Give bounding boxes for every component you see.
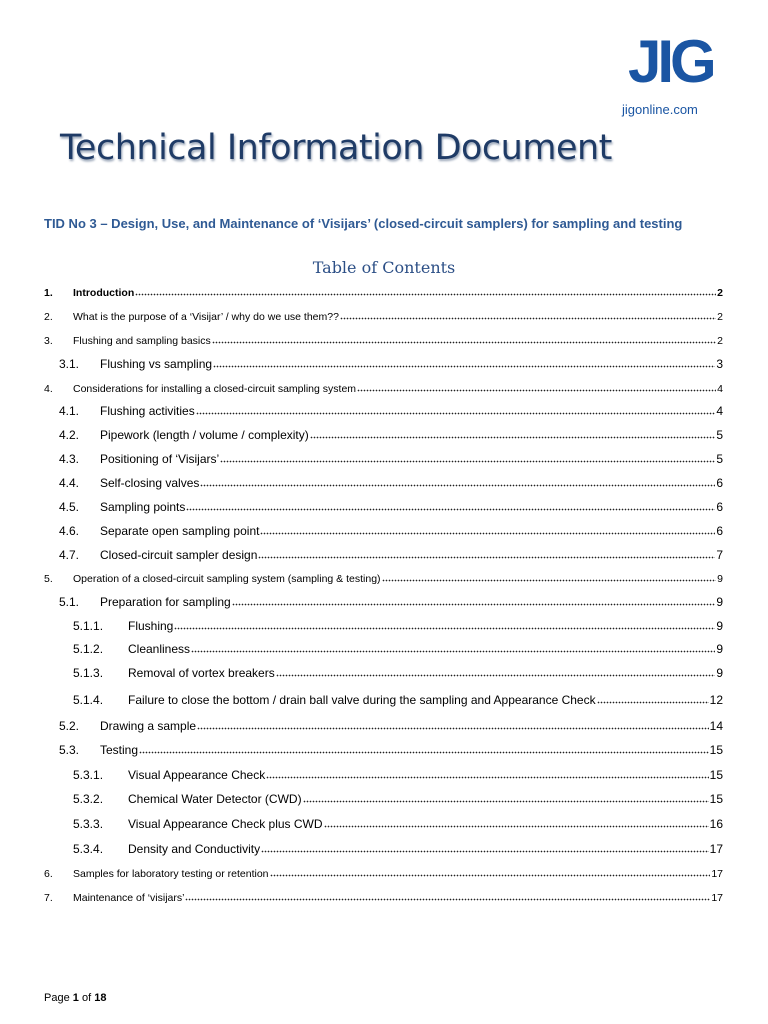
toc-entry-number: 5.1.3. [73,666,104,680]
footer-page-number: 1 [72,992,79,1004]
toc-leader-dots [232,594,716,606]
toc-leader-dots [196,403,716,415]
toc-entry[interactable] [44,665,723,680]
toc-leader-dots [310,427,716,439]
toc-entry-number: 2. [44,311,53,323]
toc-heading: Table of Contents [312,258,456,277]
toc-entry-page: 17 [711,868,723,880]
toc-entry-title: Density and Conductivity [128,842,261,856]
toc-leader-dots [174,618,715,630]
toc-entry[interactable] [44,308,723,323]
toc-entry-page: 6 [716,476,723,490]
toc-entry-number: 6. [44,868,53,880]
toc-entry-number: 4.7. [59,548,80,562]
toc-leader-dots [185,889,710,901]
toc-leader-dots [260,523,715,535]
toc-entry[interactable] [44,742,723,757]
toc-entry-number: 5.2. [59,719,80,733]
toc-leader-dots [357,380,716,392]
toc-entry-title: Failure to close the bottom / drain ball valve during the sampling and Appearance Check [128,693,596,707]
toc-entry-page: 17 [711,892,723,904]
toc-entry-title: Cleanliness [128,642,191,656]
toc-entry-page: 4 [717,383,723,395]
toc-entry-title: Visual Appearance Check plus CWD [128,817,323,831]
toc-entry-page: 2 [717,335,723,347]
toc-leader-dots [382,570,717,582]
toc-entry-number: 4.1. [59,404,80,418]
toc-leader-dots [258,547,715,559]
jig-logo-url: jigonline.com [622,102,698,117]
toc-entry-title: Maintenance of ‘visijars’ [73,892,185,904]
toc-entry-title: Flushing [128,619,174,633]
toc-entry[interactable] [44,594,723,609]
toc-leader-dots [197,718,709,730]
toc-entry[interactable] [44,547,723,562]
toc-entry-title: Drawing a sample [100,719,197,733]
toc-entry-page: 5 [716,452,723,466]
toc-leader-dots [597,692,709,704]
toc-entry-page: 16 [709,817,723,831]
toc-entry-page: 9 [716,642,723,656]
toc-entry[interactable] [44,865,723,880]
page-footer [44,992,106,1004]
toc-entry-title: Sampling points [100,500,186,514]
toc-leader-dots [303,791,709,803]
toc-entry-number: 5.3.1. [73,768,104,782]
toc-entry[interactable] [44,692,723,707]
toc-leader-dots [340,308,716,320]
toc-entry-page: 12 [709,693,723,707]
toc-entry[interactable] [44,380,723,395]
toc-entry-number: 4. [44,383,53,395]
toc-entry-number: 7. [44,892,53,904]
toc-entry-title: Samples for laboratory testing or retention [73,868,269,880]
toc-entry-page: 2 [717,311,723,323]
toc-entry-number: 5.3. [59,743,80,757]
toc-entry[interactable] [44,284,723,299]
toc-entry-title: Chemical Water Detector (CWD) [128,792,302,806]
toc-entry-title: Closed-circuit sampler design [100,548,258,562]
toc-entry-page: 9 [716,666,723,680]
toc-entry[interactable] [44,475,723,490]
toc-entry-page: 9 [716,595,723,609]
toc-entry-page: 15 [709,743,723,757]
toc-leader-dots [213,356,715,368]
toc-entry-number: 1. [44,287,53,299]
toc-entry-page: 14 [709,719,723,733]
toc-entry-page: 6 [716,500,723,514]
toc-entry-number: 5.1. [59,595,80,609]
toc-entry-title: Testing [100,743,139,757]
toc-entry-number: 4.6. [59,524,80,538]
toc-entry-title: Considerations for installing a closed-circuit sampling system [73,383,357,395]
toc-leader-dots [139,742,709,754]
toc-entry[interactable] [44,499,723,514]
toc-entry-title: Introduction [73,287,135,299]
toc-entry-number: 3. [44,335,53,347]
toc-entry[interactable] [44,618,723,633]
toc-entry-title: Separate open sampling point [100,524,260,538]
toc-leader-dots [200,475,715,487]
toc-entry-page: 2 [717,287,723,299]
toc-entry-title: Self-closing valves [100,476,200,490]
toc-entry-title: Positioning of ‘Visijars’ [100,452,220,466]
toc-entry-title: Preparation for sampling [100,595,231,609]
toc-entry[interactable] [44,523,723,538]
toc-entry[interactable] [44,816,723,831]
toc-entry-title: Pipework (length / volume / complexity) [100,428,309,442]
toc-entry[interactable] [44,427,723,442]
toc-entry-title: What is the purpose of a ‘Visijar’ / why do we use them?? [73,311,339,323]
toc-entry-page: 5 [716,428,723,442]
toc-entry[interactable] [44,841,723,856]
toc-entry-number: 3.1. [59,357,80,371]
toc-entry-number: 5.3.4. [73,842,104,856]
toc-entry-page: 15 [709,792,723,806]
toc-entry[interactable] [44,451,723,466]
toc-entry[interactable] [44,889,723,904]
toc-entry-page: 9 [717,573,723,585]
footer-of-word: of [81,992,92,1004]
footer-page-total: 18 [94,992,107,1004]
jig-logo-mark: JIG [628,28,713,95]
toc-entry-number: 5.3.3. [73,817,104,831]
toc-leader-dots [186,499,715,511]
toc-entry-number: 4.4. [59,476,80,490]
toc-entry-number: 5.1.1. [73,619,104,633]
toc-entry-title: Flushing vs sampling [100,357,213,371]
toc-leader-dots [270,865,711,877]
toc-leader-dots [276,665,716,677]
toc-entry-number: 4.5. [59,500,80,514]
toc-entry[interactable] [44,767,723,782]
document-title: Technical Information Document [60,128,612,168]
toc-entry-number: 4.3. [59,452,80,466]
toc-entry-title: Visual Appearance Check [128,768,266,782]
toc-entry-number: 5.1.4. [73,693,104,707]
toc-leader-dots [191,641,715,653]
toc-leader-dots [220,451,715,463]
toc-entry[interactable] [44,718,723,733]
toc-entry[interactable] [44,403,723,418]
toc-entry[interactable] [44,570,723,585]
toc-entry-page: 3 [716,357,723,371]
document-subtitle: TID No 3 – Design, Use, and Maintenance of ‘Visijars’ (closed-circuit samplers) for sampling and testing [44,216,683,231]
toc-entry[interactable] [44,641,723,656]
toc-entry-title: Operation of a closed-circuit sampling system (sampling & testing) [73,573,381,585]
toc-leader-dots [266,767,708,779]
toc-leader-dots [261,841,709,853]
toc-leader-dots [324,816,709,828]
toc-entry-number: 5. [44,573,53,585]
toc-entry-page: 4 [716,404,723,418]
toc-leader-dots [135,284,716,296]
toc-entry-page: 6 [716,524,723,538]
toc-entry-page: 7 [716,548,723,562]
toc-entry-number: 4.2. [59,428,80,442]
toc-entry-page: 15 [709,768,723,782]
toc-entry[interactable] [44,356,723,371]
toc-leader-dots [212,332,716,344]
toc-entry-number: 5.3.2. [73,792,104,806]
jig-logo[interactable] [622,30,722,125]
toc-entry-page: 9 [716,619,723,633]
toc-entry-number: 5.1.2. [73,642,104,656]
footer-page-word: Page [44,992,70,1004]
toc-entry-page: 17 [709,842,723,856]
toc-entry[interactable] [44,791,723,806]
toc-entry-title: Flushing and sampling basics [73,335,211,347]
toc-entry-title: Removal of vortex breakers [128,666,275,680]
toc-entry-title: Flushing activities [100,404,195,418]
toc-entry[interactable] [44,332,723,347]
